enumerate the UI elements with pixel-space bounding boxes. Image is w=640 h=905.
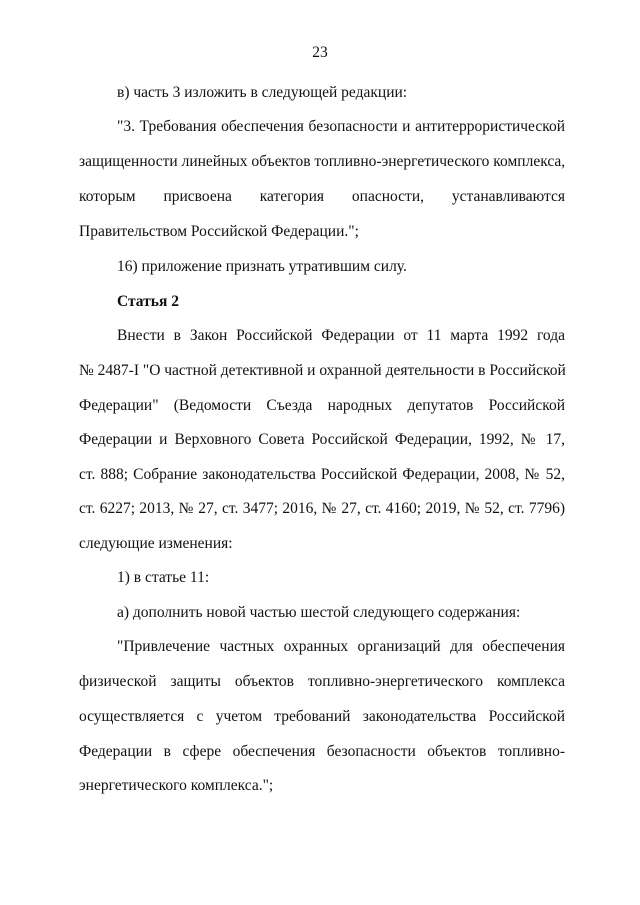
text-line: Федерации в сфере обеспечения безопасности объектов топливно- [79,743,565,760]
text-line: ст. 888; Собрание законодательства Российской Федерации, 2008, № 52, [79,466,565,483]
text-line: ст. 6227; 2013, № 27, ст. 3477; 2016, № 27, ст. 4160; 2019, № 52, ст. 7796) [79,500,565,517]
text-line: Правительством Российской Федерации."; [79,223,359,240]
text-line: 1) в статье 11: [117,569,210,586]
text-line: Федерации" (Ведомости Съезда народных депутатов Российской [79,397,565,414]
text-line: 16) приложение признать утратившим силу. [117,258,407,275]
text-line: защищенности линейных объектов топливно-энергетического комплекса, [79,153,566,170]
page-number: 23 [312,44,328,61]
text-line: физической защиты объектов топливно-энергетического комплекса [79,673,565,690]
text-line: а) дополнить новой частью шестой следующего содержания: [117,604,521,621]
text-line: осуществляется с учетом требований законодательства Российской [79,708,565,725]
text-line: № 2487-I "О частной детективной и охранной деятельности в Российской [79,362,566,379]
text-line: энергетического комплекса."; [79,777,274,794]
text-line: "Привлечение частных охранных организаций для обеспечения [117,638,565,655]
text-line: которым присвоена категория опасности, устанавливаются [79,188,565,205]
text-line: "3. Требования обеспечения безопасности и антитеррористической [117,118,565,135]
text-line: следующие изменения: [79,535,233,552]
article-heading: Статья 2 [117,293,179,310]
text-line: Федерации и Верховного Совета Российской Федерации, 1992, № 17, [79,431,565,448]
text-line: в) часть 3 изложить в следующей редакции: [117,84,408,101]
text-line: Внести в Закон Российской Федерации от 11 марта 1992 года [117,327,565,344]
